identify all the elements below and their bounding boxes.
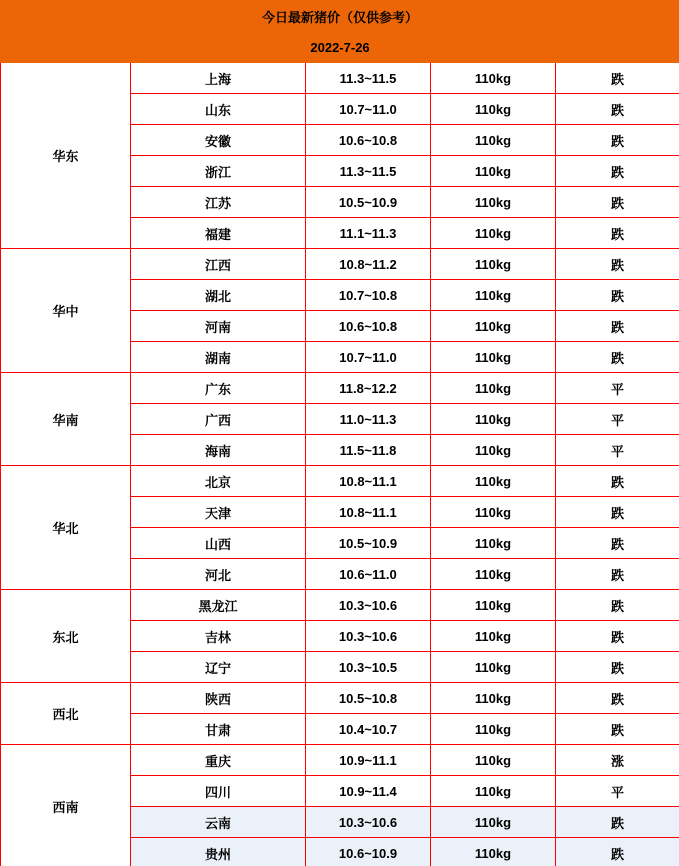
- province-cell: 甘肃: [131, 714, 306, 745]
- trend-cell: 跌: [556, 621, 679, 652]
- province-cell: 陕西: [131, 683, 306, 714]
- trend-cell: 跌: [556, 125, 679, 156]
- trend-cell: 跌: [556, 497, 679, 528]
- trend-cell: 跌: [556, 528, 679, 559]
- price-cell: 10.8~11.1: [306, 466, 431, 497]
- price-cell: 10.5~10.9: [306, 528, 431, 559]
- province-cell: 北京: [131, 466, 306, 497]
- region-cell: 华南: [1, 373, 131, 466]
- weight-cell: 110kg: [431, 311, 556, 342]
- province-cell: 云南: [131, 807, 306, 838]
- price-cell: 10.7~11.0: [306, 94, 431, 125]
- weight-cell: 110kg: [431, 94, 556, 125]
- region-cell: 西南: [1, 745, 131, 866]
- date-row: [1, 32, 679, 63]
- table-row: [1, 466, 679, 497]
- region-cell: 华北: [1, 466, 131, 590]
- trend-cell: 跌: [556, 652, 679, 683]
- weight-cell: 110kg: [431, 559, 556, 590]
- price-cell: 10.3~10.5: [306, 652, 431, 683]
- price-cell: 11.1~11.3: [306, 218, 431, 249]
- table-row: [1, 249, 679, 280]
- weight-cell: 110kg: [431, 714, 556, 745]
- weight-cell: 110kg: [431, 435, 556, 466]
- date-label: 2022-7-26: [1, 32, 679, 63]
- price-cell: 10.9~11.1: [306, 745, 431, 776]
- price-cell: 10.6~10.8: [306, 125, 431, 156]
- province-cell: 山西: [131, 528, 306, 559]
- price-cell: 10.3~10.6: [306, 590, 431, 621]
- weight-cell: 110kg: [431, 63, 556, 94]
- table-row: [1, 683, 679, 714]
- price-cell: 11.0~11.3: [306, 404, 431, 435]
- price-cell: 11.3~11.5: [306, 63, 431, 94]
- trend-cell: 平: [556, 373, 679, 404]
- province-cell: 贵州: [131, 838, 306, 866]
- trend-cell: 跌: [556, 63, 679, 94]
- table-row: [1, 63, 679, 94]
- province-cell: 湖南: [131, 342, 306, 373]
- price-cell: 10.8~11.2: [306, 249, 431, 280]
- weight-cell: 110kg: [431, 218, 556, 249]
- trend-cell: 跌: [556, 342, 679, 373]
- weight-cell: 110kg: [431, 280, 556, 311]
- weight-cell: 110kg: [431, 466, 556, 497]
- trend-cell: 跌: [556, 559, 679, 590]
- weight-cell: 110kg: [431, 404, 556, 435]
- weight-cell: 110kg: [431, 342, 556, 373]
- page-title: 今日最新猪价（仅供参考）: [1, 1, 679, 32]
- price-cell: 10.3~10.6: [306, 621, 431, 652]
- weight-cell: 110kg: [431, 745, 556, 776]
- trend-cell: 跌: [556, 187, 679, 218]
- price-cell: 10.6~10.9: [306, 838, 431, 866]
- trend-cell: 跌: [556, 590, 679, 621]
- price-cell: 10.7~10.8: [306, 280, 431, 311]
- price-cell: 10.6~10.8: [306, 311, 431, 342]
- trend-cell: 跌: [556, 807, 679, 838]
- weight-cell: 110kg: [431, 807, 556, 838]
- trend-cell: 跌: [556, 683, 679, 714]
- price-cell: 11.3~11.5: [306, 156, 431, 187]
- province-cell: 上海: [131, 63, 306, 94]
- trend-cell: 平: [556, 404, 679, 435]
- province-cell: 河北: [131, 559, 306, 590]
- price-cell: 10.4~10.7: [306, 714, 431, 745]
- province-cell: 福建: [131, 218, 306, 249]
- province-cell: 四川: [131, 776, 306, 807]
- province-cell: 山东: [131, 94, 306, 125]
- province-cell: 吉林: [131, 621, 306, 652]
- province-cell: 重庆: [131, 745, 306, 776]
- table-row: [1, 590, 679, 621]
- weight-cell: 110kg: [431, 156, 556, 187]
- table-body: [1, 1, 679, 866]
- province-cell: 黑龙江: [131, 590, 306, 621]
- trend-cell: 涨: [556, 745, 679, 776]
- table-row: [1, 373, 679, 404]
- province-cell: 湖北: [131, 280, 306, 311]
- region-cell: 华东: [1, 63, 131, 249]
- province-cell: 浙江: [131, 156, 306, 187]
- trend-cell: 跌: [556, 838, 679, 866]
- trend-cell: 跌: [556, 249, 679, 280]
- trend-cell: 跌: [556, 94, 679, 125]
- price-cell: 10.7~11.0: [306, 342, 431, 373]
- weight-cell: 110kg: [431, 652, 556, 683]
- province-cell: 广西: [131, 404, 306, 435]
- province-cell: 广东: [131, 373, 306, 404]
- weight-cell: 110kg: [431, 373, 556, 404]
- title-row: [1, 1, 679, 32]
- weight-cell: 110kg: [431, 621, 556, 652]
- price-cell: 10.3~10.6: [306, 807, 431, 838]
- province-cell: 安徽: [131, 125, 306, 156]
- weight-cell: 110kg: [431, 683, 556, 714]
- weight-cell: 110kg: [431, 776, 556, 807]
- price-cell: 11.5~11.8: [306, 435, 431, 466]
- trend-cell: 跌: [556, 218, 679, 249]
- price-cell: 10.9~11.4: [306, 776, 431, 807]
- trend-cell: 跌: [556, 714, 679, 745]
- trend-cell: 跌: [556, 156, 679, 187]
- trend-cell: 跌: [556, 280, 679, 311]
- trend-cell: 跌: [556, 311, 679, 342]
- province-cell: 江西: [131, 249, 306, 280]
- region-cell: 西北: [1, 683, 131, 745]
- weight-cell: 110kg: [431, 838, 556, 866]
- trend-cell: 平: [556, 435, 679, 466]
- weight-cell: 110kg: [431, 528, 556, 559]
- province-cell: 辽宁: [131, 652, 306, 683]
- price-cell: 10.5~10.8: [306, 683, 431, 714]
- province-cell: 河南: [131, 311, 306, 342]
- price-cell: 10.5~10.9: [306, 187, 431, 218]
- trend-cell: 平: [556, 776, 679, 807]
- weight-cell: 110kg: [431, 590, 556, 621]
- trend-cell: 跌: [556, 466, 679, 497]
- price-cell: 10.8~11.1: [306, 497, 431, 528]
- weight-cell: 110kg: [431, 249, 556, 280]
- province-cell: 海南: [131, 435, 306, 466]
- price-cell: 11.8~12.2: [306, 373, 431, 404]
- weight-cell: 110kg: [431, 125, 556, 156]
- province-cell: 江苏: [131, 187, 306, 218]
- weight-cell: 110kg: [431, 497, 556, 528]
- table-row: [1, 745, 679, 776]
- region-cell: 华中: [1, 249, 131, 373]
- region-cell: 东北: [1, 590, 131, 683]
- price-cell: 10.6~11.0: [306, 559, 431, 590]
- weight-cell: 110kg: [431, 187, 556, 218]
- province-cell: 天津: [131, 497, 306, 528]
